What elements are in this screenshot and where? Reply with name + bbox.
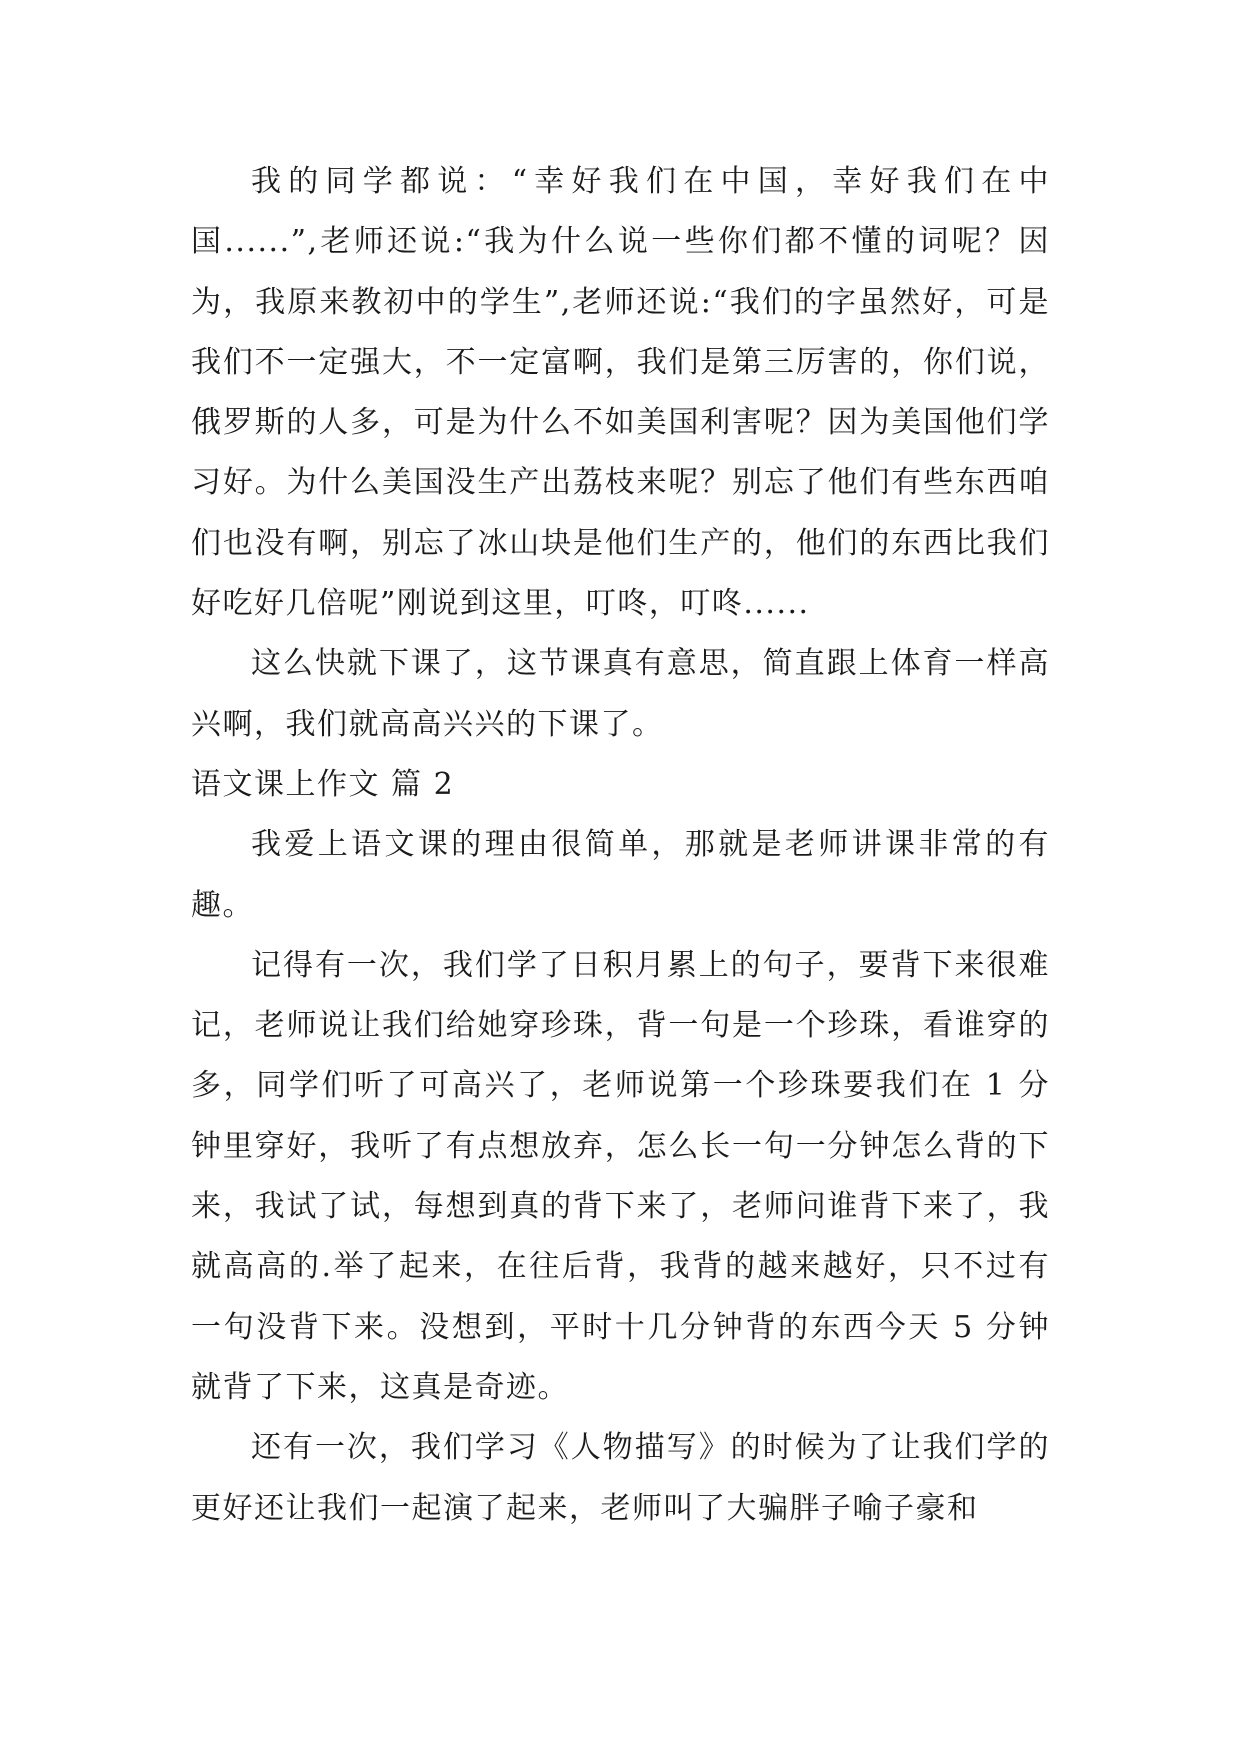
paragraph-classmates-say: 我的同学都说：“幸好我们在中国，幸好我们在中国......”,老师还说:“我为什么说一些你们都不懂的词呢？因为，我原来教初中的学生”,老师还说:“我们的字虽然好，可是我们不一定强大，不一定富啊，我们是第三厉害的，你们说，俄罗斯的人多，可是为什么不如美国利害呢？因为美国他们学习好。为什么美国没生产出荔枝来呢？别忘了他们有些东西咱们也没有啊，别忘了冰山块是他们生产的，他们的东西比我们好吃好几倍呢”刚说到这里，叮咚，叮咚...... [191, 164, 1050, 622]
paragraph-reason: 我爱上语文课的理由很简单，那就是老师讲课非常的有趣。 [191, 827, 1050, 923]
paragraph-pearls: 记得有一次，我们学了日积月累上的句子，要背下来很难记，老师说让我们给她穿珍珠，背一句是一个珍珠，看谁穿的多，同学们听了可高兴了，老师说第一个珍珠要我们在 1 分钟里穿好，我听了有点想放弃，怎么长一句一分钟怎么背的下来，我试了试，每想到真的背下来了，老师问谁背下来了，我就高高的.举了起来，在往后背，我背的越来越好，只不过有一句没背下来。没想到，平时十几分钟背的东西今天 5 分钟就背了下来，这真是奇迹。 [191, 947, 1050, 1405]
document-page [191, 152, 1050, 1539]
section-heading: 语文课上作文 篇 2 [191, 766, 455, 802]
paragraph-role-play: 还有一次，我们学习《人物描写》的时候为了让我们学的更好还让我们一起演了起来，老师叫了大骗胖子喻子豪和 [191, 1430, 1050, 1526]
paragraph-class-ends: 这么快就下课了，这节课真有意思，简直跟上体育一样高兴啊，我们就高高兴兴的下课了。 [191, 646, 1050, 742]
